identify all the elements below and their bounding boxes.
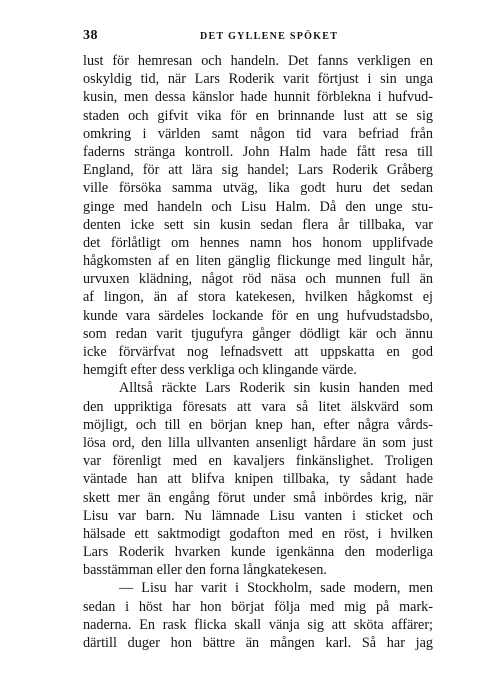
text-line: basstämman eller den forna långkatekesen. bbox=[83, 562, 327, 579]
text-line: kunde vara särdeles lockande för en ung hufvudstadsbo, bbox=[83, 307, 433, 324]
text-line: faderns stränga kontroll. John Halm hade fått resa till bbox=[83, 143, 433, 160]
text-line: möjligt, och till en början knep han, efter några vårds- bbox=[83, 416, 433, 433]
text-line: ginge med handeln och Lisu Halm. Då den unge stu- bbox=[83, 198, 433, 215]
text-line: Alltså räckte Lars Roderik sin kusin handen med bbox=[119, 380, 433, 397]
text-line: det förlåtligt om hennes namn hos honom upplifvade bbox=[83, 234, 433, 251]
text-line: naderna. En rask flicka skall vänja sig att sköta affärer; bbox=[83, 616, 433, 633]
text-line: — Lisu har varit i Stockholm, sade modern, men bbox=[119, 580, 433, 597]
text-line: staden och gifvit vika för en brinnande lust att se sig bbox=[83, 107, 433, 124]
text-line: Lars Roderik hvarken kunde igenkänna den moderliga bbox=[83, 544, 433, 561]
text-line: omkring i världen samt någon tid vara befriad från bbox=[83, 125, 433, 142]
page-header bbox=[0, 28, 480, 46]
text-line: oskyldig tid, när Lars Roderik varit förtjust i sin unga bbox=[83, 71, 433, 88]
text-line: ville försöka samma utväg, lika godt huru det sedan bbox=[83, 180, 433, 197]
text-line: urvuxen klädning, något röd näsa och munnen full än bbox=[83, 271, 433, 288]
text-line: lust för hemresan och handeln. Det fanns verkligen en bbox=[83, 53, 433, 69]
text-line: Lisu var barn. Nu lämnade Lisu vanten i sticket och bbox=[83, 507, 433, 524]
text-line: den uppriktiga föresats att vara så litet älskvärd som bbox=[83, 398, 433, 415]
text-line: var förenligt med en kavaljers finkänslighet. Troligen bbox=[83, 453, 433, 470]
body-text bbox=[83, 52, 433, 652]
text-line: icke förvärfvat nog lefnadsvett att uppskatta en god bbox=[83, 344, 433, 360]
text-line: som redan varit tjugufyra gånger dödligt kär och ännu bbox=[83, 325, 433, 342]
text-line: England, för att lära sig handel; Lars Roderik Gråberg bbox=[83, 162, 433, 179]
text-line: hemgift efter dess verkliga och klingande värde. bbox=[83, 362, 357, 379]
page-number: 38 bbox=[83, 28, 98, 43]
running-title: DET GYLLENE SPÖKET bbox=[200, 31, 339, 42]
text-line: af lingon, än af stora katekesen, hvilken hågkomst ej bbox=[83, 289, 433, 306]
text-line: sedan i höst har hon börjat följa med mig på mark- bbox=[83, 598, 433, 615]
text-line: hälsade ett saktmodigt godafton med en röst, i hvilken bbox=[83, 525, 433, 542]
text-line: denten icke sett sin kusin sedan flera år tillbaka, var bbox=[83, 216, 433, 233]
text-line: väntade han att blifva knipen tillbaka, ty sådant hade bbox=[83, 471, 433, 488]
text-line: lösa ord, den lilla ullvanten ansenligt hårdare än som just bbox=[83, 434, 433, 451]
text-line: därtill duger hon bättre än mången karl. Så har jag bbox=[83, 635, 433, 651]
text-line: kusin, men dessa känslor hade hunnit förblekna i hufvud- bbox=[83, 89, 433, 106]
text-line: hågkomsten af en liten gänglig flickunge med lingult hår, bbox=[83, 253, 433, 270]
text-line: skett mer än engång förut under små inbördes krig, när bbox=[83, 489, 433, 506]
